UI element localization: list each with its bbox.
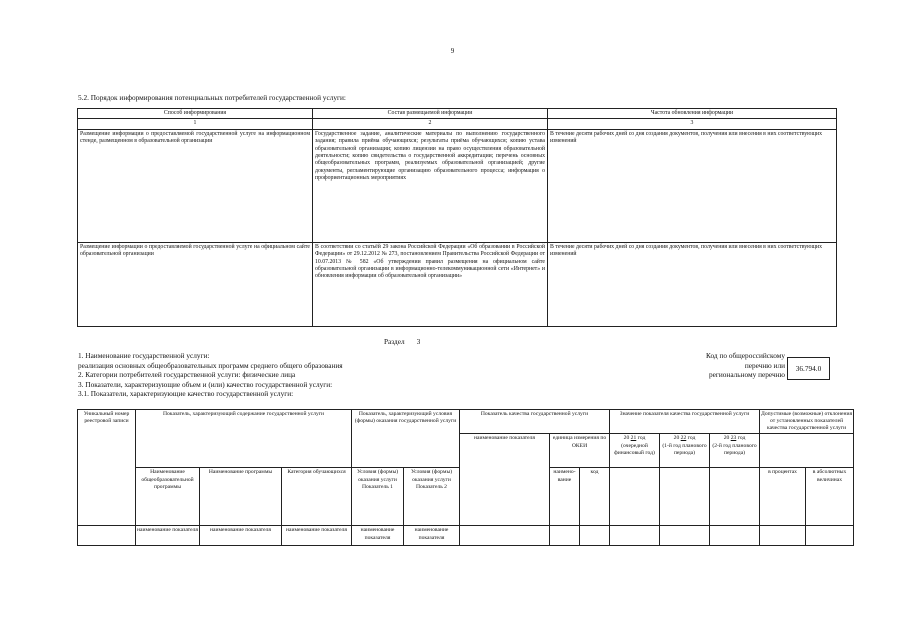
informing-table <box>77 108 837 327</box>
year-suffix: год <box>687 435 696 442</box>
header-quality-indicator: Показатель качества государственной услуги <box>460 410 610 434</box>
registry-code-label-line: перечню или <box>744 360 785 370</box>
header-unique-number: Уникальный номер реестровой записи <box>78 410 136 526</box>
header-method: Способ информирования <box>78 109 313 119</box>
year-value: 21 <box>630 435 637 442</box>
header-conditions-indicator: Показатель, характеризующий условия (формы) оказания государственной услуги <box>352 410 460 468</box>
table-row-content: В соответствии со статьёй 29 закона Российской Федерации «Об образовании в Российской Федерации» от 29.12.2012 № 273, постановлением Правительства Российской Федерации от 10.07.2013 № 582 «Об утверждении правил размещения на официальном сайте образовательной организации в информационно-телекоммуникационной сети «Интернет» и обновления информации об образовательной организации» <box>313 242 548 326</box>
header-year-3 <box>710 434 760 468</box>
registry-code-label-line: Код по общероссийскому <box>705 351 785 360</box>
sub-unit-code: код <box>580 468 610 526</box>
indicators-heading: 3. Показатели, характеризующие объем и (или) качество государственной услуги: <box>78 379 333 389</box>
bottom-indicator-label: наименование показателя <box>200 526 282 546</box>
header-indicator-name: наименование показателя <box>460 434 550 526</box>
year-value: 22 <box>680 435 687 442</box>
sub-condition-2: Условия (формы) оказания услуги Показатель 2 <box>404 468 460 526</box>
razdel-label: Раздел <box>384 337 405 346</box>
year-note: (2-й год планового периода) <box>712 442 757 456</box>
table-row-method: Размещение информации о предоставляемой государственной услуге на официальном сайте образовательной организации <box>78 242 313 326</box>
sub-category: Категория обучающихся <box>282 468 352 526</box>
year-prefix: 20 <box>623 435 630 442</box>
table-row-method: Размещение информации о предоставляемой государственной услуге на информационном стенде, размещенном в образовательной организации <box>78 129 313 242</box>
table-row-frequency: В течение десяти рабочих дней со дня создания документов, получения или внесения в них соответствующих изменений <box>548 242 837 326</box>
year-suffix: год <box>637 435 646 442</box>
table-row-content: Государственное задание, аналитические материалы по выполнению государственного задания; правила приёма обучающихся; результаты приёма обучающихся; копию устава образовательной организации; копию лицензии на право осуществления образовательной деятельности; копию свидетельства о государственной аккредитации; перечень основных общеобразовательных программ, реализуемых образовательной организацией; другие документы, регламентирующие организацию образовательного процесса; информация о профориентационных мероприятиях <box>313 129 548 242</box>
page-number: 9 <box>450 47 455 55</box>
year-prefix: 20 <box>723 435 730 442</box>
year-prefix: 20 <box>673 435 680 442</box>
year-note: (очередной финансовый год) <box>614 442 655 456</box>
razdel-heading <box>384 337 420 346</box>
year-suffix: год <box>737 435 746 442</box>
sub-percent: в процентах <box>760 468 806 526</box>
table-row-frequency: В течение десяти рабочих дней со дня создания документов, получения или внесения в них соответствующих изменений <box>548 129 837 242</box>
sub-unit-name: наимено-вание <box>550 468 580 526</box>
razdel-number: 3 <box>416 337 421 346</box>
column-number: 3 <box>548 119 837 129</box>
registry-code-box: 36.794.0 <box>787 357 830 380</box>
column-number: 1 <box>78 119 313 129</box>
section-5-2-title: 5.2. Порядок информирования потенциальных потребителей государственной услуги: <box>78 93 346 102</box>
service-name-label: 1. Наименование государственной услуги: <box>78 351 210 360</box>
consumer-category: 2. Категории потребителей государственной услуги: физические лица <box>78 370 296 380</box>
bottom-indicator-label: наименование показателя <box>136 526 200 546</box>
header-year-1 <box>610 434 660 468</box>
header-quality-values: Значение показателя качества государственной услуги <box>610 410 760 434</box>
registry-code-label-line: региональному перечню <box>709 370 785 380</box>
header-frequency: Частота обновления информации <box>548 109 837 119</box>
column-number: 2 <box>313 119 548 129</box>
header-year-2 <box>660 434 710 468</box>
sub-program: Наименование программы <box>200 468 282 526</box>
header-content: Состав размещаемой информации <box>313 109 548 119</box>
service-info <box>78 351 343 399</box>
header-deviations: Допустимые (возможные) отклонения от установленных показателей качества государственной услуги <box>760 410 854 434</box>
bottom-indicator-label: наименование показателя <box>352 526 404 546</box>
quality-indicators-table <box>77 409 854 546</box>
sub-programs: Наименование общеобразовательной программы <box>136 468 200 526</box>
sub-condition-1: Условия (формы) оказания услуги Показатель 1 <box>352 468 404 526</box>
header-unit: единица измерения по ОКЕИ <box>550 434 610 468</box>
sub-absolute: в абсолютных величинах <box>806 468 854 526</box>
quality-indicators-heading: 3.1. Показатели, характеризующие качество государственной услуги: <box>78 389 294 399</box>
year-note: (1-й год планового периода) <box>662 442 707 456</box>
service-name-value: реализация основных общеобразовательных программ среднего общего образования <box>78 360 343 370</box>
bottom-indicator-label: наименование показателя <box>404 526 460 546</box>
bottom-indicator-label: наименование показателя <box>282 526 352 546</box>
year-value: 23 <box>730 435 737 442</box>
header-content-indicator: Показатель, характеризующий содержание государственной услуги <box>136 410 352 468</box>
registry-code-label <box>640 351 785 380</box>
